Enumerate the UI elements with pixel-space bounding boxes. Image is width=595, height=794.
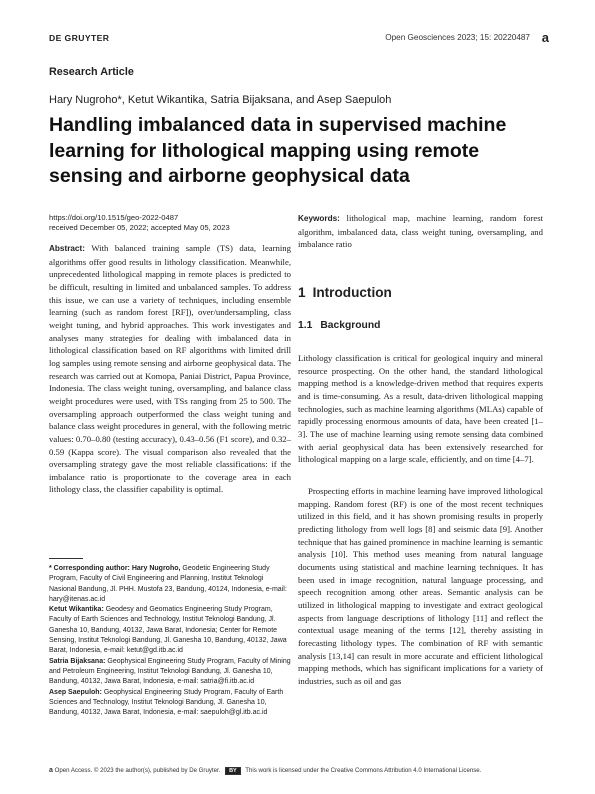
received-dates: received December 05, 2022; accepted May 05, 2023 — [49, 223, 230, 232]
doi-link[interactable]: https://doi.org/10.1515/geo-2022-0487 — [49, 213, 179, 222]
cc-license-badge[interactable]: BY — [225, 767, 241, 775]
author-list: Hary Nugroho*, Ketut Wikantika, Satria Bijaksana, and Asep Saepuloh — [49, 94, 392, 106]
article-type: Research Article — [49, 66, 134, 78]
footnote-item: * Corresponding author: Hary Nugroho, Geodetic Engineering Study Program, Faculty of Civil Engineering and Planning, Institut Teknologi Nasional Bandung, Jl. PHH. Mustofa 23, Bandung, 40124, Indonesia, e-mail: hary@itenas.ac.id — [49, 565, 287, 603]
publisher-name: DE GRUYTER — [49, 33, 110, 43]
journal-citation: Open Geosciences 2023; 15: 20220487 — [385, 33, 530, 42]
body-paragraph: Lithology classification is critical for geological inquiry and mineral resource prospecting. On the other hand, the standard lithological mapping method is a knowledge-driven method that requires experts and is time-consuming. As a result, data-driven lithological mapping technologies, such as machine learning algorithms (MLAs) capable of rapidly processing enormous amounts of data, have been created [1–3]. The use of machine learning using remote sensing data combined with aerial geophysical data has been extensively researched for lithological mapping on a large scale, efficiently, and on time [4–7]. — [298, 353, 543, 465]
subsection-heading: 1.1 Background — [298, 320, 381, 331]
keywords-text: lithological map, machine learning, random forest algorithm, imbalanced data, class weight tuning, oversampling, and imbalance ratio — [298, 213, 544, 250]
body-paragraph: Prospecting efforts in machine learning have improved lithological mapping. Random forest (RF) is one of the most recent techniques utilized in this field, and it has shown promising results in properly predicting lithology from well logs [8] and seismic data [9]. Another technique that has gained prominence in machine learning is semantic analysis [10]. This method uses meaning from natural language documents using statistical and machine learning techniques. It has been used in image recognition, natural language processing, and speech recognition among other areas. Semantic analysis can be utilized in lithological mapping to investigate and extract geological aspects from language descriptions of lithology [11] and reflect the contextual usage meaning of the terms [12], thereby assisting in forecasting lithology types. The combination of RF with semantic analysis [13,14] can result in more accurate and efficient lithological mapping methods, which has significant implications for a variety of industries, such as oil and gas — [298, 486, 543, 686]
author-footnotes — [49, 564, 291, 718]
open-access-small-icon: a — [49, 767, 53, 774]
open-access-label: Open Access. — [54, 767, 93, 774]
license-footer — [49, 767, 481, 775]
copyright-text: © 2023 the author(s), published by De Gruyter. — [93, 767, 221, 774]
footnote-item: Satria Bijaksana: Geophysical Engineering Study Program, Faculty of Mining and Petroleum Engineering, Institut Teknologi Bandung, Jl. Ganesha 10, Bandung, 40132, Jawa Barat, Indonesia, e-mail: satria@fi.itb.ac.id — [49, 657, 291, 686]
section-heading: 1 Introduction — [298, 285, 392, 300]
keywords-label: Keywords: — [298, 214, 340, 223]
keywords — [298, 212, 543, 251]
footnote-item: Asep Saepuloh: Geophysical Engineering Study Program, Faculty of Earth Sciences and Technology, Institut Teknologi Bandung, Jl. Ganesha 10, Bandung, 40132, Jawa Barat, Indonesia, e-mail: saepuloh@gl.itb.ac.id — [49, 688, 284, 717]
paper-title: Handling imbalanced data in supervised machine learning for lithological mapping using remote sensing and airborne geophysical data — [49, 114, 507, 187]
footnote-divider — [49, 558, 83, 559]
article-meta — [49, 213, 291, 233]
license-text: This work is licensed under the Creative Commons Attribution 4.0 International License. — [245, 767, 482, 774]
abstract-label: Abstract: — [49, 244, 85, 253]
abstract — [49, 242, 291, 496]
abstract-text: With balanced training sample (TS) data, learning algorithms offer good results in lithology classification. Meanwhile, unprecedented lithological mapping in remote places is predicted to be difficult, resulting in limited and unbalanced samples. To address this issue, we can use a variety of techniques, including ensemble learning (such as random forest [RF]), over/undersampling, class weight tuning, and hybrid approaches. This work investigates and analyses many strategies for dealing with imbalanced data in lithological classification based on RF algorithms with limited drill log samples using remote sensing and airborne geophysical data. The research was carried out at Komopa, Paniai District, Papua Province, Indonesia. The class weight tuning, oversampling, and balance class weight procedures were used, with TSs ranging from 25 to 500. The oversampling approach outperformed the class weight tuning and balance class weight procedures in general, with the following metric values: 0.70–0.80 (testing accuracy), 0.43–0.56 (F1 score), and 0.32–0.59 (Kappa score). The visual comparison also revealed that the oversampling strategy gave the most reliable classifications: if the imbalance ratio is proportionate to the coverage area in each lithology class, the classifier capability is optimal. — [49, 243, 291, 495]
footnote-item: Ketut Wikantika: Geodesy and Geomatics Engineering Study Program, Faculty of Earth Sciences and Technology, Institut Teknologi Bandung, Jl. Ganesha 10, Bandung, 40132, Jawa Barat, Indonesia; Center for Remote Sensing, Institut Teknologi Bandung, Jl. Ganesha 10, Bandung, 40132, Jawa Barat, Indonesia, e-mail: ketut@gd.itb.ac.id — [49, 606, 287, 655]
open-access-icon: a — [541, 30, 549, 45]
